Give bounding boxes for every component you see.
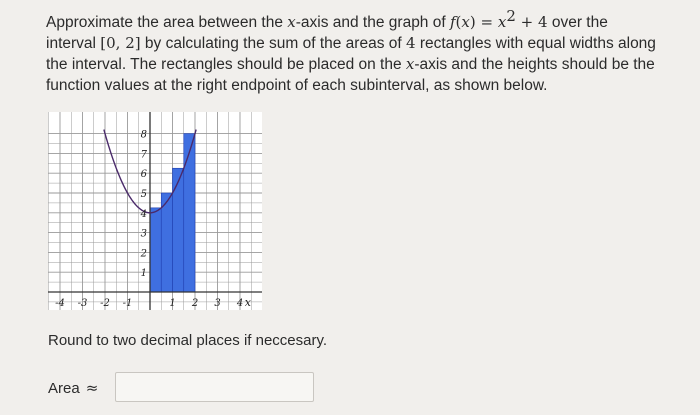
- x-tick-label: -4: [55, 298, 65, 309]
- riemann-rectangle: [184, 134, 195, 292]
- x-tick-label: -2: [100, 298, 110, 309]
- x-tick-label: 4: [236, 298, 244, 309]
- x-tick-label: 2: [191, 298, 199, 309]
- math-exponent: 2: [506, 7, 516, 25]
- problem-text: interval: [46, 35, 101, 53]
- math-var: x: [287, 13, 296, 32]
- math-var: f: [449, 13, 456, 32]
- x-tick-label: 3: [214, 298, 221, 309]
- y-tick-label: 2: [140, 248, 147, 260]
- area-label-text: Area: [48, 380, 80, 397]
- riemann-rectangle: [161, 193, 172, 292]
- problem-text: by calculating the sum of the areas of: [140, 35, 406, 53]
- problem-text: the interval. The rectangles should be placed on the: [46, 56, 406, 74]
- x-tick-label: 1: [169, 298, 176, 309]
- math-var: x: [405, 55, 415, 74]
- math-number: 4: [405, 34, 416, 53]
- problem-text: -axis and the heights should be the: [414, 56, 655, 74]
- riemann-rectangle: [150, 208, 161, 292]
- area-answer-input[interactable]: [115, 372, 314, 402]
- x-axis-letter: x: [244, 296, 251, 309]
- problem-text: Approximate the area between the: [46, 14, 288, 32]
- math-op: =: [475, 13, 498, 32]
- graph-canvas: [48, 112, 262, 310]
- problem-text: function values at the right endpoint of each subinterval, as shown below.: [46, 77, 548, 95]
- problem-text: over the: [547, 14, 608, 32]
- y-tick-label: 4: [140, 208, 147, 220]
- x-tick-label: -1: [122, 298, 133, 309]
- riemann-sum-graph: [48, 112, 262, 310]
- math-interval: [0, 2]: [100, 34, 141, 53]
- math-var: x: [497, 13, 507, 32]
- math-var: x: [461, 13, 470, 32]
- y-tick-label: 8: [140, 129, 147, 141]
- math-op: + 4: [515, 13, 548, 32]
- area-label: [48, 379, 98, 397]
- problem-text: rectangles with equal widths along: [415, 35, 656, 53]
- riemann-rectangle: [173, 168, 184, 292]
- problem-statement: Approximate the area between the x-axis and the graph of $f(x) = x^2 + 4$ over the interval [0, 2] by calculating the sum of the areas of 4 rectangles with equal widths along the interval. The rectangles should be placed on the x-axis and the heights should be the function values at the right endpoint of each subinterval, as shown below.: [46, 7, 656, 95]
- rounding-instruction: Round to two decimal places if neccesary.: [48, 332, 328, 349]
- approx-symbol: ≈: [85, 379, 99, 397]
- y-tick-label: 3: [140, 228, 147, 240]
- x-tick-label: -3: [77, 298, 88, 309]
- y-tick-label: 6: [140, 169, 147, 181]
- y-tick-label: 5: [140, 189, 147, 200]
- y-tick-label: 7: [140, 149, 147, 161]
- problem-text: -axis and the graph of: [295, 14, 450, 32]
- y-tick-label: 1: [140, 268, 147, 280]
